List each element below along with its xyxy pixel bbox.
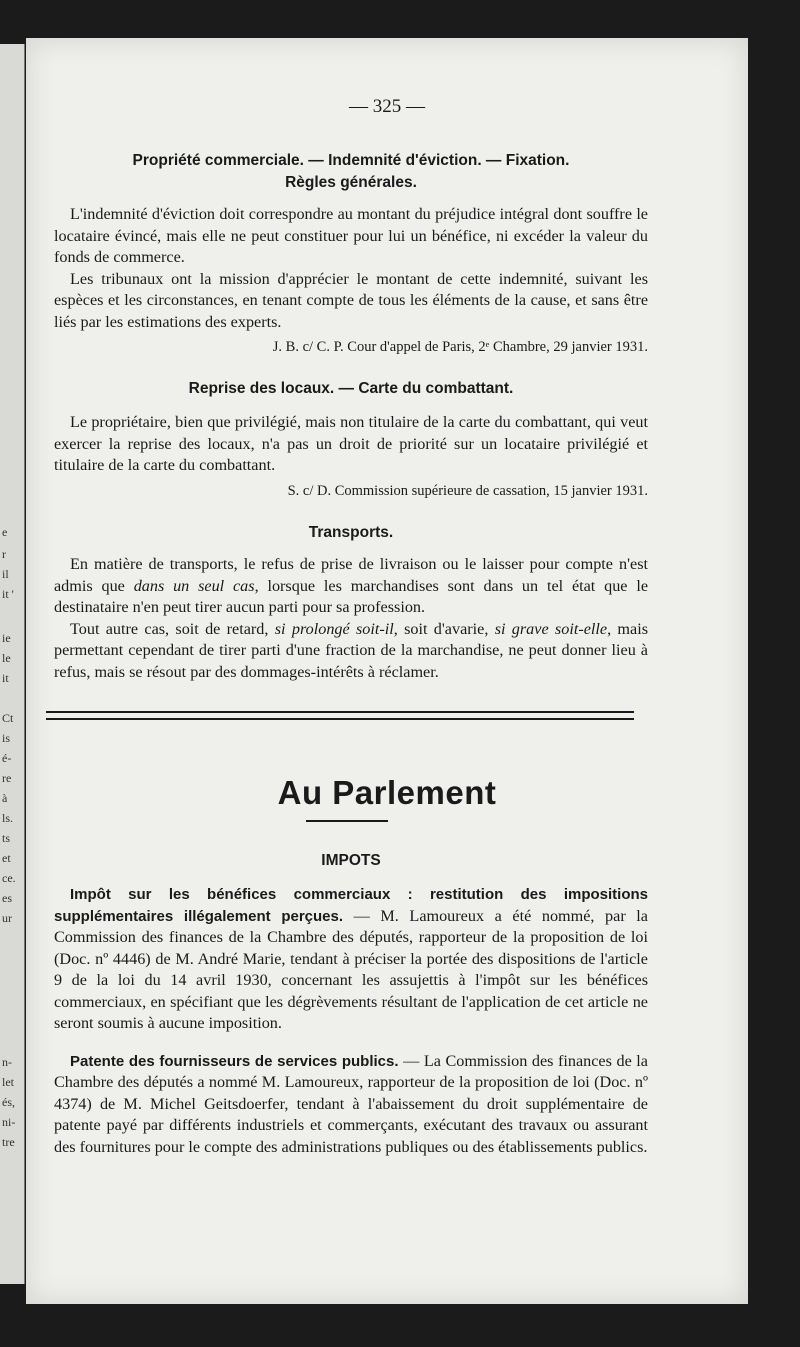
- court-citation: S. c/ D. Commission supérieure de cassation, 15 janvier 1931.: [287, 482, 648, 499]
- emphasis-text: si prolongé soit-il: [274, 619, 394, 638]
- item-runin-heading: Impôt sur les bénéfices commerciaux : restitution des impositions supplémentaires illégalement perçues.: [54, 886, 648, 925]
- emphasis-text: dans un seul cas: [133, 576, 255, 595]
- paragraph-text: — M. Lamoureux a été nommé, par la Commission des finances de la Chambre des députés, rapporteur de la proposition de loi (Doc. nº 4446) de M. André Marie, tendant à préciser la portée des dispositions de l'article 9 de la loi du 14 avril 1930, concernant les assujettis à l'impôt sur les bénéfices commerciaux, en spécifiant que les dégrèvements résultant de l'application de cet article ne seront soumis à aucune imposition.: [54, 906, 648, 1032]
- paragraph-text: En matière de transports, le refus de prise de livraison ou le laisser pour compte n'est admis que: [54, 555, 648, 595]
- parlement-item-impot: [54, 884, 648, 1035]
- margin-fragment: et: [2, 851, 11, 865]
- margin-fragment: ts: [2, 831, 11, 845]
- margin-fragment: és,: [2, 1095, 15, 1109]
- margin-fragment: ni-: [2, 1115, 16, 1129]
- section-parlement: [54, 850, 648, 1158]
- page-number: — 325 —: [349, 96, 425, 117]
- item-runin-heading: Patente des fournisseurs de services publics.: [70, 1052, 399, 1070]
- facing-page-edge: [0, 44, 25, 1284]
- margin-fragment: e: [2, 525, 8, 539]
- section-heading: Propriété commerciale. — Indemnité d'éviction. — Fixation.: [132, 152, 570, 169]
- margin-fragment: it ': [2, 587, 14, 601]
- margin-fragment: let: [2, 1075, 14, 1089]
- paragraph-text: Tout autre cas, soit de retard,: [70, 619, 275, 638]
- paragraph: Les tribunaux ont la mission d'apprécier le montant de cette indemnité, suivant les espèces et les circonstances, en tenant compte de tous les éléments de la cause, et sans être liés par les estimations des experts.: [54, 269, 648, 331]
- paragraph: Le propriétaire, bien que privilégié, mais non titulaire de la carte du combattant, qui veut exercer la reprise des locaux, n'a pas un droit de priorité sur un locataire privilégié et titulaire de la carte du combattant.: [54, 413, 648, 474]
- paragraph: [54, 554, 648, 619]
- section-transports: [54, 522, 648, 683]
- margin-fragment: re: [2, 771, 12, 785]
- margin-fragment: ie: [2, 631, 11, 645]
- emphasis-text: si grave soit-elle: [494, 619, 608, 638]
- parlement-title: Au Parlement: [277, 774, 497, 811]
- margin-fragment: ur: [2, 911, 12, 925]
- paragraph: L'indemnité d'éviction doit correspondre au montant du préjudice intégral dont souffre le locataire évincé, mais elle ne peut constituer pour lui un bénéfice, ni excéder la valeur du fonds de commerce.: [54, 205, 648, 266]
- section-divider: [46, 711, 634, 720]
- section-subheading: Règles générales.: [285, 174, 417, 191]
- margin-fragment: é-: [2, 751, 12, 765]
- margin-fragment: à: [2, 791, 8, 805]
- margin-fragment: r: [2, 547, 6, 561]
- paragraph-text: , mais permettant cependant de tirer parti d'une fraction de la marchandise, ne peut donner lieu à refus, mais se résout par des dommages-intérêts à réclamer.: [54, 619, 648, 681]
- margin-fragment: ce.: [2, 871, 16, 885]
- court-citation: J. B. c/ C. P. Cour d'appel de Paris, 2ᵉ Chambre, 29 janvier 1931.: [272, 339, 648, 355]
- margin-fragment: le: [2, 651, 11, 665]
- margin-fragment: it: [2, 671, 9, 685]
- impots-heading: IMPOTS: [321, 852, 381, 869]
- margin-fragment: tre: [2, 1135, 15, 1149]
- section-heading: Reprise des locaux. — Carte du combattant.: [188, 380, 514, 397]
- paragraph-text: , soit d'avarie,: [393, 619, 495, 638]
- paragraph: [54, 619, 648, 684]
- paragraph-text: — La Commission des finances de la Chambre des députés a nommé M. Lamoureux, rapporteur de la proposition de loi (Doc. nº 4374) de M. Michel Geitsdoerfer, tendant à l'abaissement du droit supplémentaire de patente payé par différents industriels et commerçants, exécutant des travaux ou assurant des fournitures pour le compte des administrations publiques ou des établissements publics.: [54, 1051, 648, 1156]
- margin-fragment: is: [2, 731, 11, 745]
- facing-page-text-fragments: [0, 44, 24, 1284]
- margin-fragment: n-: [2, 1055, 12, 1069]
- margin-fragment: ls.: [2, 811, 14, 825]
- document-page: [26, 38, 748, 1304]
- parlement-item-patente: [54, 1051, 648, 1159]
- title-underline: [306, 820, 388, 822]
- section-heading: Transports.: [308, 524, 394, 541]
- section-reprise-des-locaux: [54, 378, 648, 501]
- margin-fragment: Ct: [2, 711, 14, 725]
- paragraph-text: , lorsque les marchandises sont dans un tel état que le destinataire n'en peut tirer aucun parti pour sa profession.: [54, 576, 648, 616]
- margin-fragment: il: [2, 567, 9, 581]
- section-propriete-commerciale: [54, 150, 648, 357]
- margin-fragment: es: [2, 891, 12, 905]
